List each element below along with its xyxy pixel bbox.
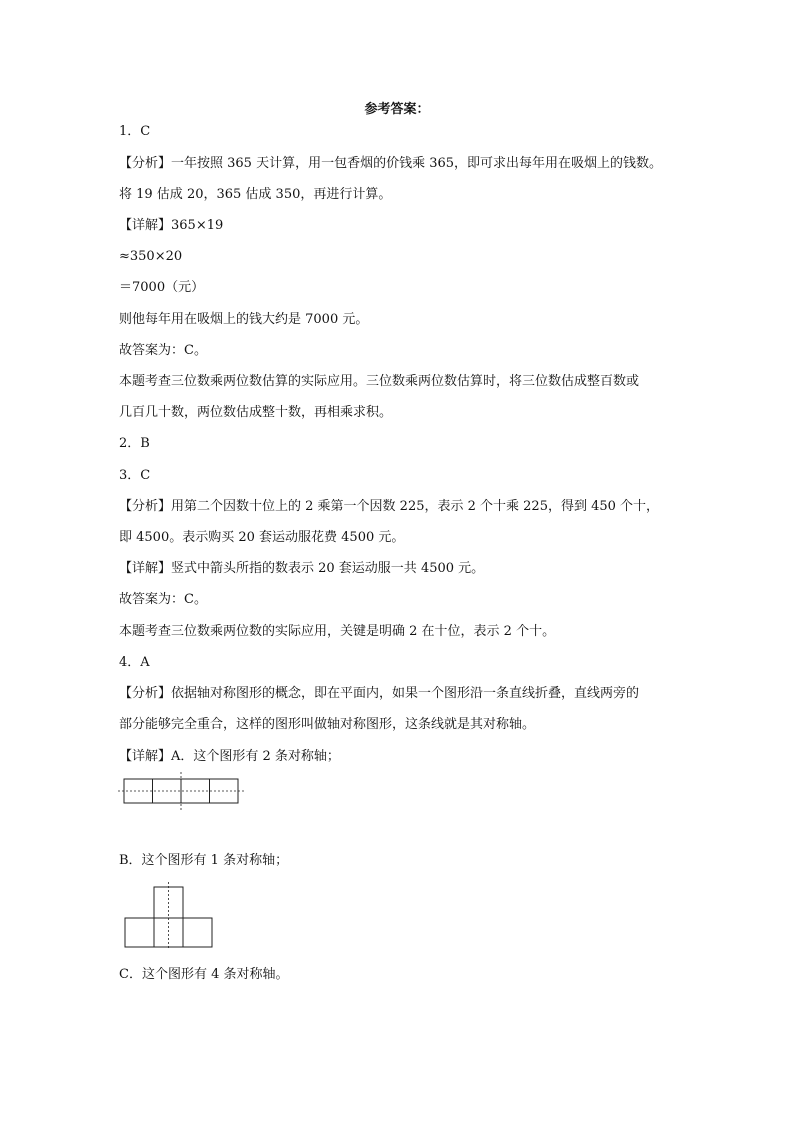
answer-1-detail-line-1: 【详解】365×19 xyxy=(119,218,224,233)
answer-1-detail-line-3: ＝7000（元） xyxy=(119,280,205,295)
answer-4-detail-a: 【详解】A．这个图形有 2 条对称轴； xyxy=(119,749,340,764)
answer-1-analysis-line-2: 将 19 估成 20，365 估成 350，再进行计算。 xyxy=(119,187,392,202)
answer-1-summary-line-1: 本题考查三位数乘两位数估算的实际应用。三位数乘两位数估算时，将三位数估成整百数或 xyxy=(119,374,640,389)
answer-3-number: 3．C xyxy=(119,468,151,483)
answer-1-detail-line-4: 则他每年用在吸烟上的钱大约是 7000 元。 xyxy=(119,312,369,327)
figure-a-four-squares xyxy=(118,772,244,810)
answer-4-analysis-line-2: 部分能够完全重合，这样的图形叫做轴对称图形，这条线就是其对称轴。 xyxy=(119,717,536,732)
answer-1-conclusion: 故答案为：C。 xyxy=(119,343,207,358)
answer-3-summary: 本题考查三位数乘两位数的实际应用，关键是明确 2 在十位，表示 2 个十。 xyxy=(119,624,556,639)
answer-3-analysis-line-2: 即 4500。表示购买 20 套运动服花费 4500 元。 xyxy=(119,530,405,545)
page-title: 参考答案： xyxy=(364,102,430,117)
answer-3-analysis-line-1: 【分析】用第二个因数十位上的 2 乘第一个因数 225，表示 2 个十乘 225，得到 450 个十， xyxy=(119,499,660,514)
answer-1-detail-line-2: ≈350×20 xyxy=(119,249,183,264)
answer-3-detail: 【详解】竖式中箭头所指的数表示 20 套运动服一共 4500 元。 xyxy=(119,561,485,576)
answer-1-analysis-line-1: 【分析】一年按照 365 天计算，用一包香烟的价钱乘 365，即可求出每年用在吸烟上的钱数。 xyxy=(119,156,663,171)
answer-3-conclusion: 故答案为：C。 xyxy=(119,592,207,607)
answer-4-analysis-line-1: 【分析】依据轴对称图形的概念，即在平面内，如果一个图形沿一条直线折叠，直线两旁的 xyxy=(119,686,640,701)
answer-2-number: 2．B xyxy=(119,436,150,451)
figure-b-t-shape xyxy=(122,882,216,950)
answer-4-detail-b: B．这个图形有 1 条对称轴； xyxy=(119,853,289,868)
answer-4-detail-c: C．这个图形有 4 条对称轴。 xyxy=(119,967,289,982)
answer-1-number: 1．C xyxy=(119,124,151,139)
answer-4-number: 4．A xyxy=(119,655,150,670)
answer-1-summary-line-2: 几百几十数，两位数估成整十数，再相乘求积。 xyxy=(119,405,393,420)
